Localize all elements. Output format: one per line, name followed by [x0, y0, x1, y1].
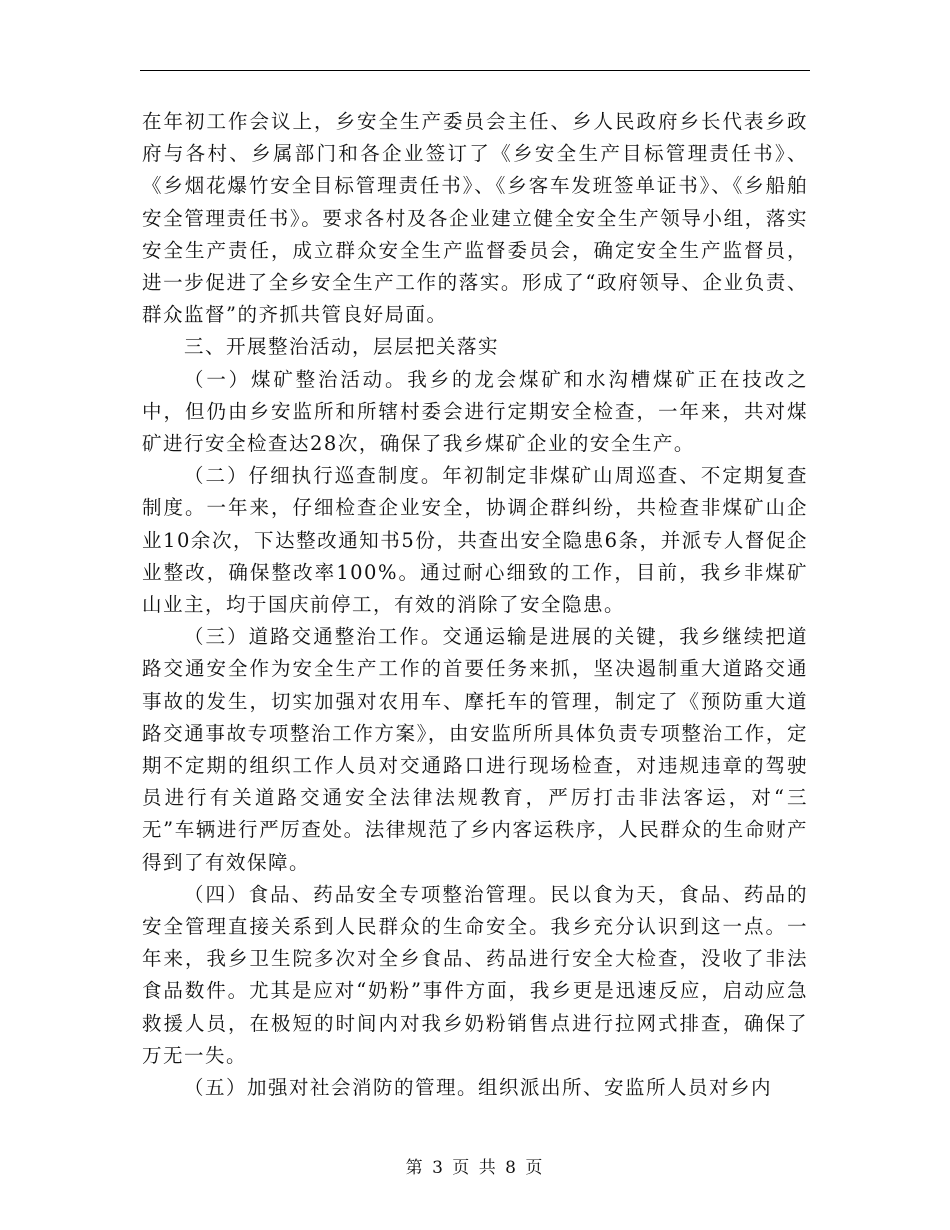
section-heading-3: 三、开展整治活动，层层把关落实 — [184, 335, 500, 359]
paragraph-coal-mine: （一）煤矿整治活动。我乡的龙会煤矿和水沟槽煤矿正在技改之中，但仍由乡安监所和所辖村委会进行定期安全检查，一年来，共对煤矿进行安全检查达28次，确保了我乡煤矿企业的安全生产。 — [142, 367, 808, 456]
document-body — [142, 106, 808, 1104]
paragraph-food-drug: （四）食品、药品安全专项整治管理。民以食为天，食品、药品的安全管理直接关系到人民群众的生命安全。我乡充分认识到这一点。一年来，我乡卫生院多次对全乡食品、药品进行安全大检查，没收了非法食品数件。尤其是应对“奶粉”事件方面，我乡更是迅速反应，启动应急救援人员，在极短的时间内对我乡奶粉销售点进行拉网式排查，确保了万无一失。 — [142, 882, 808, 1067]
paragraph-fire: （五）加强对社会消防的管理。组织派出所、安监所人员对乡内 — [184, 1076, 773, 1100]
header-rule — [140, 70, 810, 71]
paragraph-traffic: （三）道路交通整治工作。交通运输是进展的关键，我乡继续把道路交通安全作为安全生产工作的首要任务来抓，坚决遏制重大道路交通事故的发生，切实加强对农用车、摩托车的管理，制定了《预防重大道路交通事故专项整治工作方案》，由安监所所具体负责专项整治工作，定期不定期的组织工作人员对交通路口进行现场检查，对违规违章的驾驶员进行有关道路交通安全法律法规教育，严厉打击非法客运，对“三无”车辆进行严厉查处。法律规范了乡内客运秩序，人民群众的生命财产得到了有效保障。 — [142, 625, 808, 874]
paragraph-1: 在年初工作会议上，乡安全生产委员会主任、乡人民政府乡长代表乡政府与各村、乡属部门和各企业签订了《乡安全生产目标管理责任书》、《乡烟花爆竹安全目标管理责任书》、《乡客车发班签单证书》、《乡船舶安全管理责任书》。要求各村及各企业建立健全安全生产领导小组，落实安全生产责任，成立群众安全生产监督委员会，确定安全生产监督员，进一步促进了全乡安全生产工作的落实。形成了“政府领导、企业负责、群众监督”的齐抓共管良好局面。 — [142, 110, 808, 327]
page-number: 第 3 页 共 8 页 — [405, 1158, 545, 1178]
paragraph-inspection: （二）仔细执行巡查制度。年初制定非煤矿山周巡查、不定期复查制度。一年来，仔细检查企业安全，协调企群纠纷，共检查非煤矿山企业10余次，下达整改通知书5份，共查出安全隐患6条，并派专人督促企业整改，确保整改率100%。通过耐心细致的工作，目前，我乡非煤矿山业主，均于国庆前停工，有效的消除了安全隐患。 — [142, 464, 808, 617]
